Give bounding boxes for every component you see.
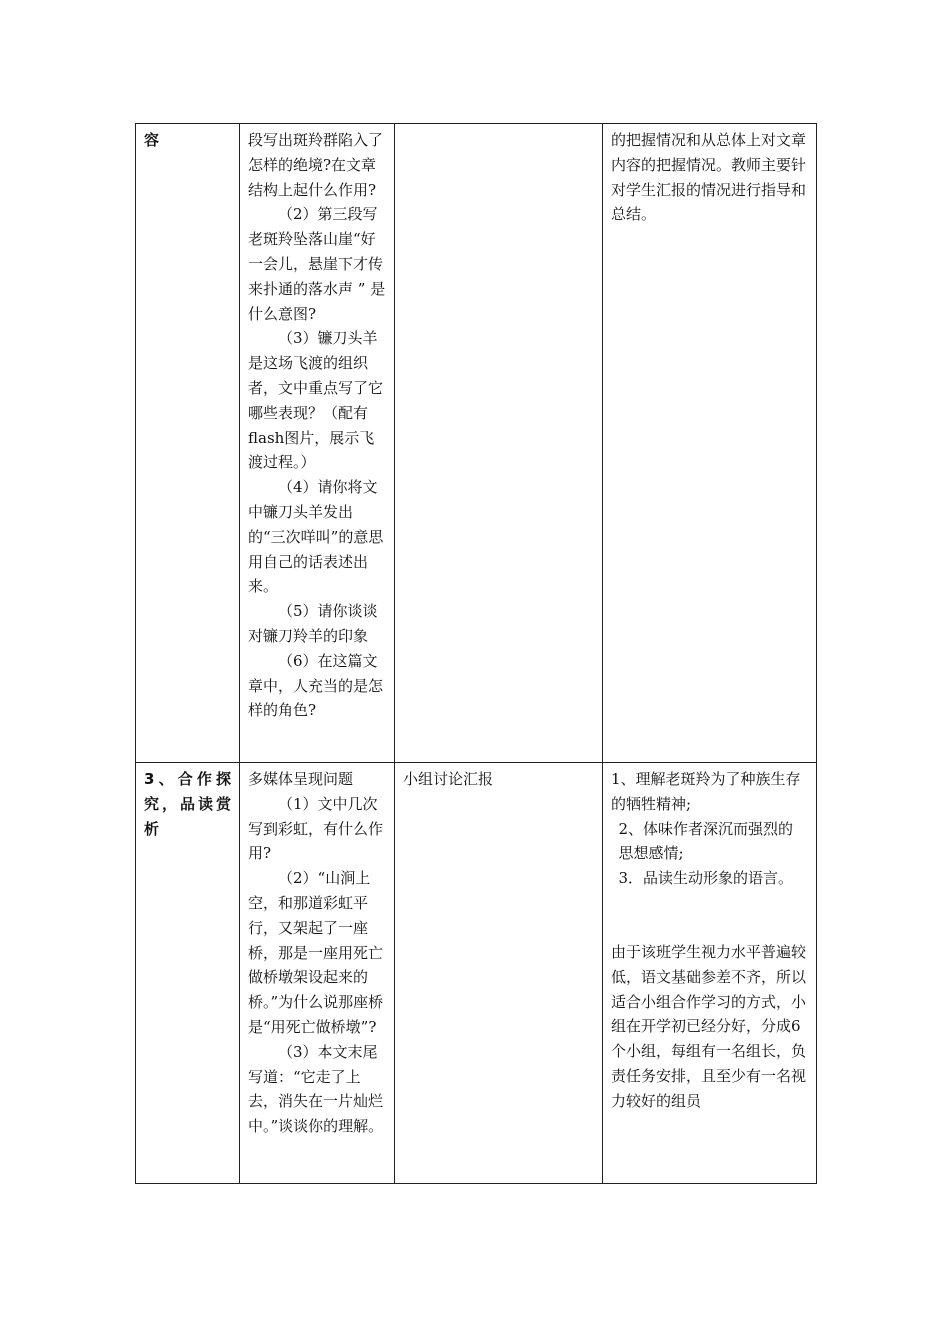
- student-activity-cell: 小组讨论汇报: [395, 763, 603, 1184]
- question-text: （1）文中几次写到彩虹，有什么作用?: [248, 794, 384, 863]
- question-text: （3）本文末尾写道：“它走了上去，消失在一片灿烂中。”谈谈你的理解。: [248, 1042, 384, 1136]
- intent-text: 由于该班学生视力水平普遍较低，语文基础参差不齐，所以适合小组合作学习的方式，小组在开学初已经分好，分成6个小组，每组有一名组长，负责任务安排，且至少有一名视力较好的组员: [611, 942, 807, 1110]
- intent-text: 2、体味作者深沉而强烈的思想感情;: [618, 819, 794, 863]
- intent-text: 1、理解老斑羚为了种族生存的牺牲精神;: [611, 770, 801, 813]
- question-text: （2）“山涧上空，和那道彩虹平行，又架起了一座桥，那是一座用死亡做桥墩架设起来的桥。”为什么说那座桥是“用死亡做桥墩”?: [248, 869, 384, 1036]
- question-text: （5）请你谈谈对镰刀羚羊的印象: [248, 602, 378, 645]
- intent-text: 3．品读生动形象的语言。: [618, 869, 794, 888]
- question-text: （2）第三段写老斑羚坠落山崖“好一会儿，悬崖下才传来扑通的落水声 ” 是什么意图?: [248, 205, 386, 323]
- design-intent-cell: [603, 763, 817, 1184]
- table-row: [136, 763, 817, 1184]
- lesson-plan-table: [135, 123, 817, 1184]
- stage-cell: 容: [136, 124, 240, 763]
- intent-text: 的把握情况和从总体上对文章内容的把握情况。教师主要针对学生汇报的情况进行指导和总结。: [611, 131, 807, 224]
- stage-cell: [136, 763, 240, 1184]
- questions-cell: [240, 124, 395, 763]
- question-text: 多媒体呈现问题: [248, 770, 354, 788]
- question-text: （3）镰刀头羊是这场飞渡的组织者，文中重点写了它哪些表现？（配有flash图片，展示飞渡过程。）: [248, 329, 384, 472]
- table-row: [136, 124, 817, 763]
- question-text: 段写出斑羚群陷入了怎样的绝境?在文章结构上起什么作用?: [248, 131, 384, 199]
- question-text: （4）请你将文中镰刀头羊发出的“三次咩叫”的意思用自己的话表述出来。: [248, 478, 384, 596]
- stage-label: 3、合作探究，品读赏析: [144, 770, 231, 838]
- question-text: （6）在这篇文章中，人充当的是怎样的角色?: [248, 651, 384, 720]
- student-activity-cell: [395, 124, 603, 763]
- questions-cell: [240, 763, 395, 1184]
- design-intent-cell: [603, 124, 817, 763]
- spacer: [611, 891, 808, 940]
